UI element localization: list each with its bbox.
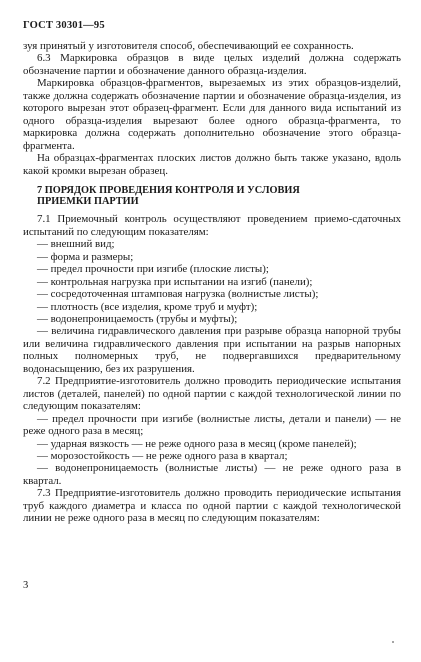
scan-speck bbox=[392, 641, 394, 643]
paragraph: 7.2 Предприятие-изготовитель должно проводить периодические испытания листов (деталей, панелей) по одной партии с каждой технологической линии по следующим показателям: bbox=[23, 375, 401, 413]
intro-paragraphs bbox=[23, 40, 401, 177]
section-title bbox=[23, 185, 401, 207]
paragraph: На образцах-фрагментах плоских листов должно быть также указано, вдоль какой кромки вырезан образец. bbox=[23, 152, 401, 177]
paragraph: — внешний вид; bbox=[37, 238, 115, 251]
paragraph: — ударная вязкость — не реже одного раза в месяц (кроме панелей); bbox=[37, 437, 357, 450]
paragraph: — морозостойкость — не реже одного раза в квартал; bbox=[37, 450, 288, 462]
paragraph: — предел прочности при изгибе (плоские листы); bbox=[37, 263, 269, 276]
paragraph: — предел прочности при изгибе (волнистые листы, детали и панели) — не реже одного раза в месяц; bbox=[23, 412, 401, 438]
paragraph: Маркировка образцов-фрагментов, вырезаемых из этих образцов-изделий, также должна содержать обозначение партии и обозначение образца-изделия, из которого вырезан этот образец-фрагмент. Если для данного вида испытаний из одного образца-изделия вырезают более одного образца-фрагмента, то маркировка должна содержать дополнительно обозначение этого образца-фрагмента. bbox=[23, 77, 401, 152]
section-title-line2: ПРИЕМКИ ПАРТИИ bbox=[37, 196, 139, 208]
page-header: ГОСТ 30301—95 bbox=[23, 20, 105, 31]
paragraph: 7.1 Приемочный контроль осуществляют проведением приемо-сдаточных испытаний по следующим показателям: bbox=[23, 213, 401, 238]
paragraph: — величина гидравлического давления при разрыве образца напорной трубы или величина гидравлического давления при испытании на разрыв напорных полных полномерных труб, не подвергавшихся предварительному водонасыщению, без их разрушения. bbox=[23, 325, 401, 375]
paragraph: 7.3 Предприятие-изготовитель должно проводить периодические испытания труб каждого диаметра и класса по одной партии с каждой технологической линии не реже одного раза в месяц по следующим показателям: bbox=[23, 487, 401, 525]
paragraph: — водонепроницаемость (волнистые листы) — не реже одного раза в квартал. bbox=[23, 462, 401, 487]
paragraph: — плотность (все изделия, кроме труб и муфт); bbox=[37, 300, 258, 313]
paragraph: — форма и размеры; bbox=[37, 250, 134, 263]
body-text bbox=[23, 40, 401, 525]
paragraph: 6.3 Маркировка образцов в виде целых изделий должна содержать обозначение партии и обозначение данного образца-изделия. bbox=[23, 52, 401, 77]
paragraph: зуя принятый у изготовителя способ, обеспечивающий ее сохранность. bbox=[23, 40, 354, 52]
paragraph: — сосредоточенная штамповая нагрузка (волнистые листы); bbox=[37, 288, 319, 301]
paragraph: — водонепроницаемость (трубы и муфты); bbox=[37, 313, 238, 326]
paragraph: — контрольная нагрузка при испытании на изгиб (панели); bbox=[37, 275, 313, 288]
page-number: 3 bbox=[23, 580, 29, 591]
section-title-line1: 7 ПОРЯДОК ПРОВЕДЕНИЯ КОНТРОЛЯ И УСЛОВИЯ bbox=[37, 184, 300, 196]
section-paragraphs bbox=[23, 213, 401, 524]
